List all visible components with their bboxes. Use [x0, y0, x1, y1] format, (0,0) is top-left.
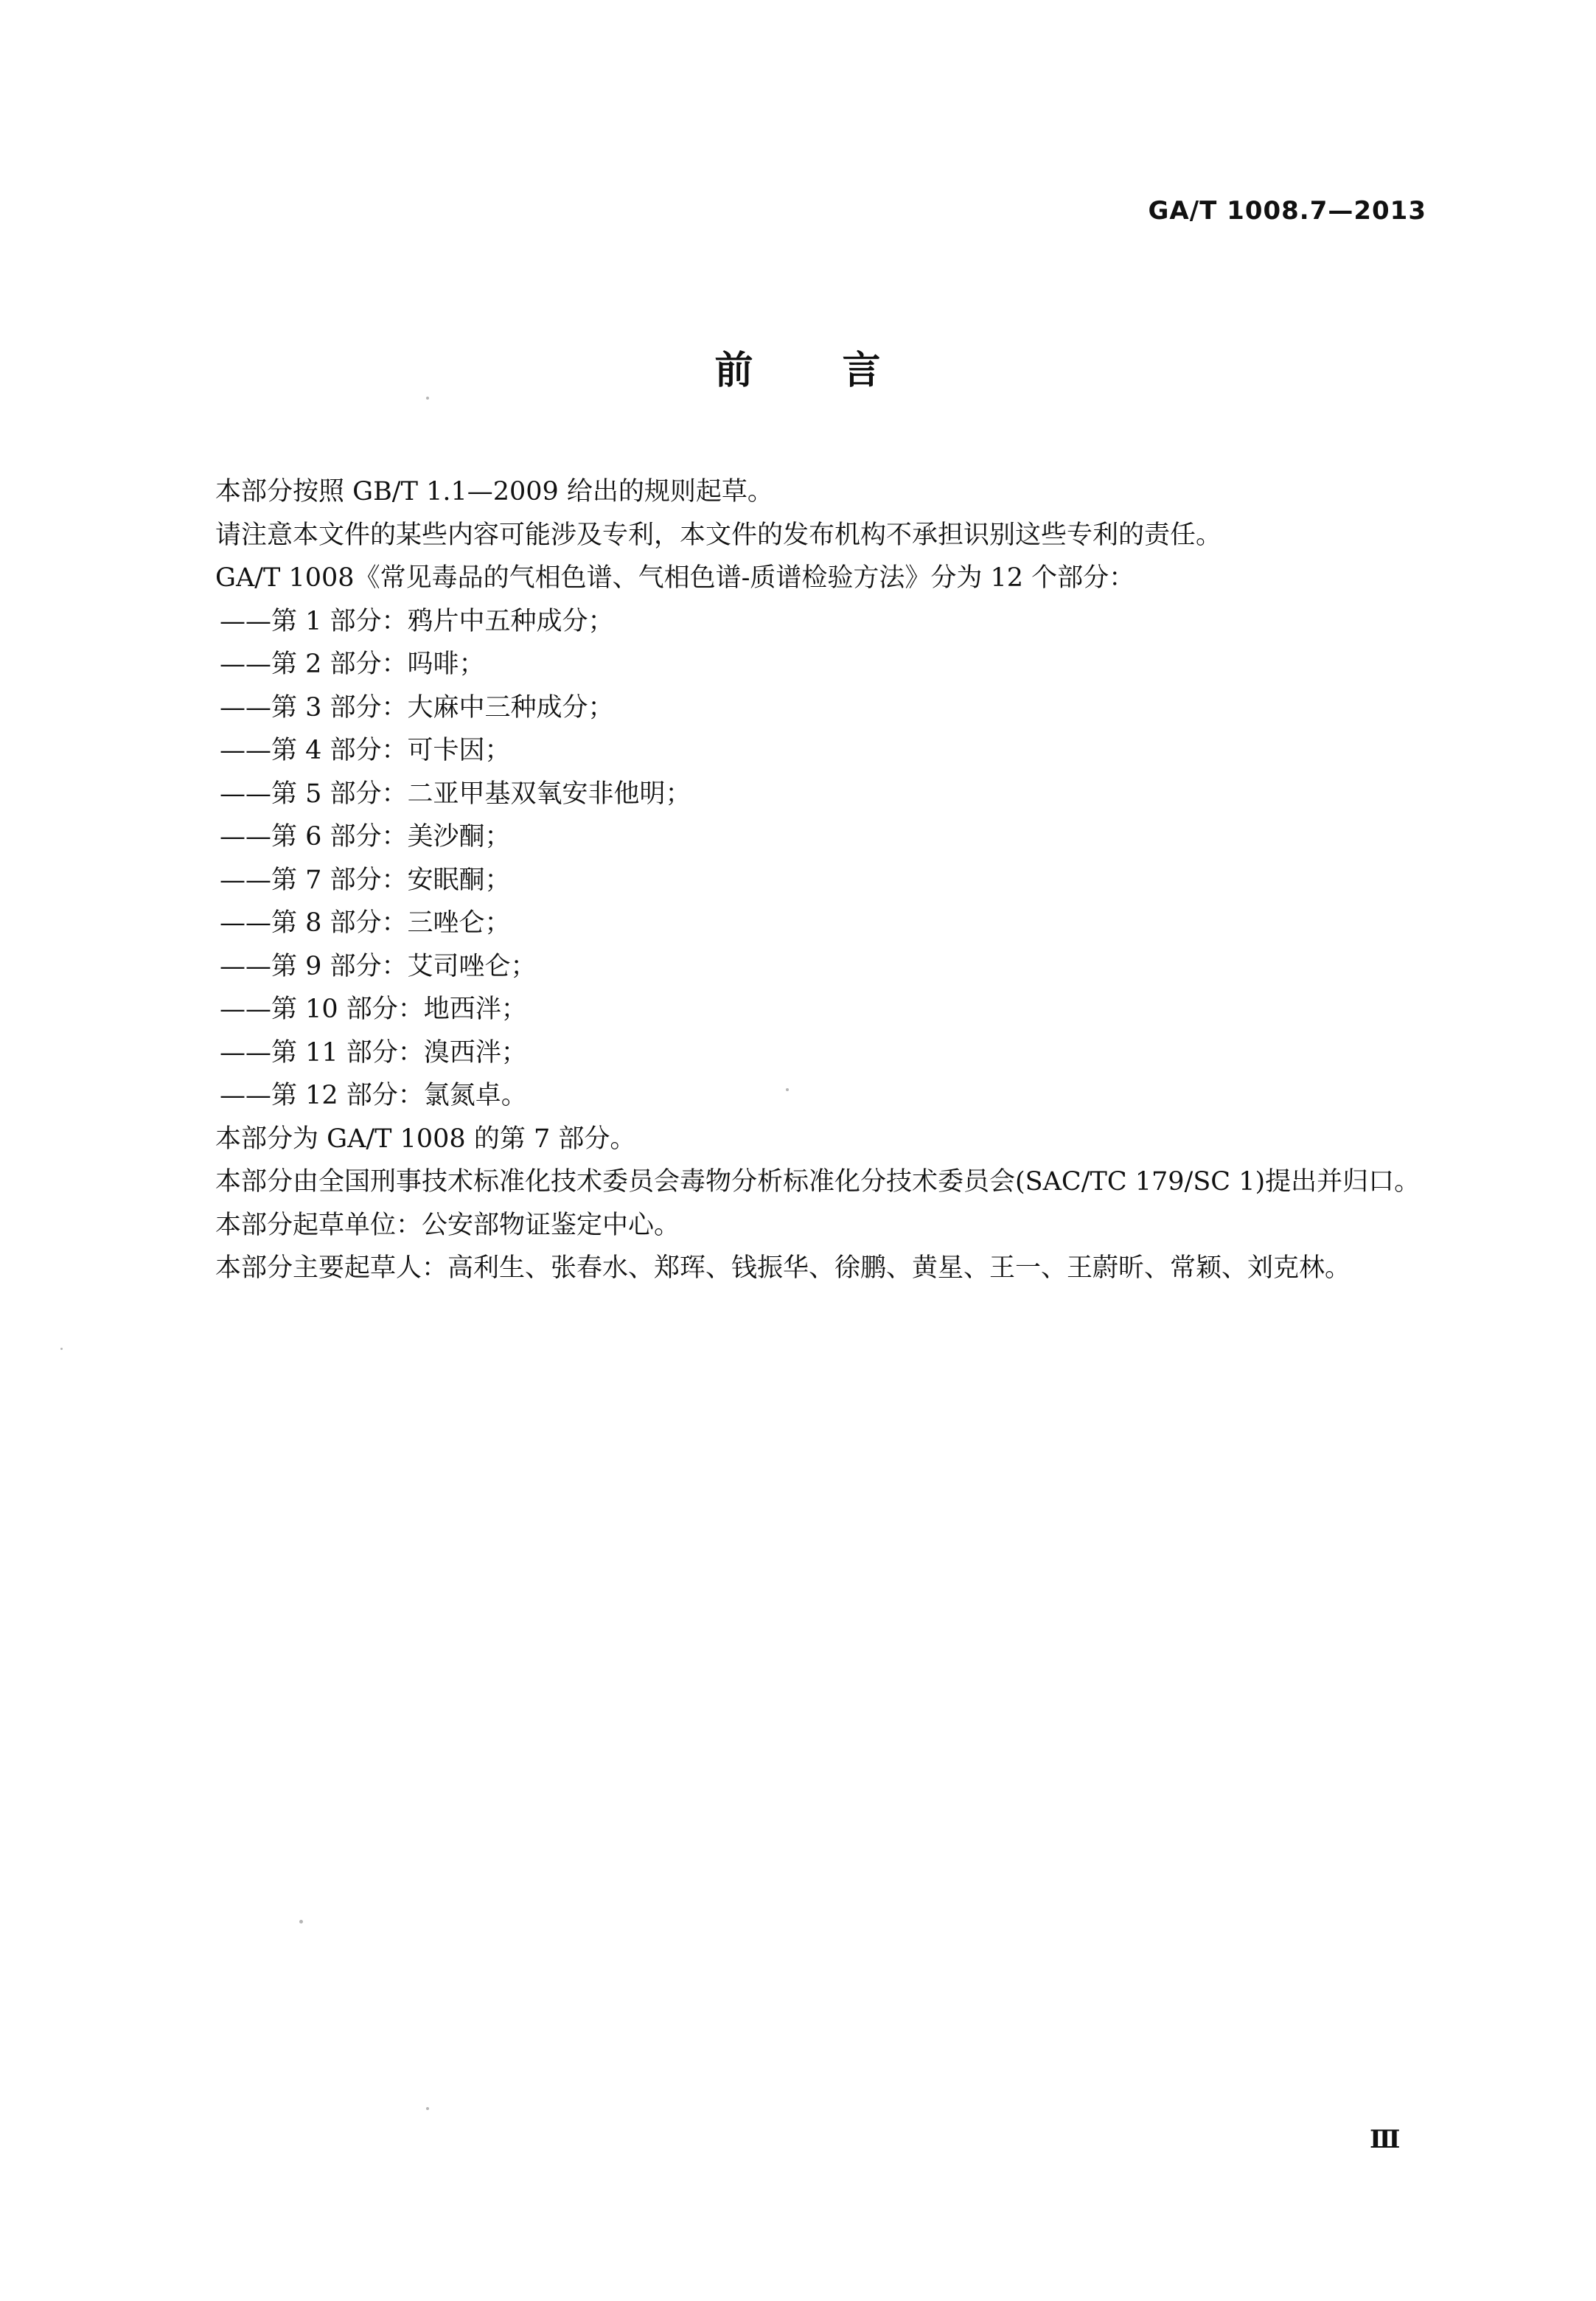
list-item-part-2: ——第 2 部分：吗啡； [220, 650, 485, 679]
list-item-part-8: ——第 8 部分：三唑仑； [220, 908, 511, 938]
scan-speck [426, 397, 429, 400]
foreword-body [164, 470, 1446, 1290]
title-char-1: 前 [714, 349, 754, 393]
scan-speck [60, 1348, 63, 1350]
scan-speck [426, 2107, 429, 2110]
list-item-part-3: ——第 3 部分：大麻中三种成分； [220, 692, 614, 723]
paragraph-patent-notice: 请注意本文件的某些内容可能涉及专利，本文件的发布机构不承担识别这些专利的责任。 [215, 520, 1222, 550]
paragraph-drafting-rules: 本部分按照 GB/T 1.1—2009 给出的规则起草。 [215, 477, 773, 507]
list-item-part-10: ——第 10 部分：地西泮； [220, 995, 527, 1024]
list-item-part-6: ——第 6 部分：美沙酮； [220, 822, 511, 852]
list-item-part-4: ——第 4 部分：可卡因； [220, 736, 511, 765]
standard-number: GA/T 1008.7—2013 [1148, 196, 1426, 226]
paragraph-drafting-unit: 本部分起草单位：公安部物证鉴定中心。 [215, 1210, 680, 1240]
scan-speck [786, 1088, 789, 1091]
list-item-part-1: ——第 1 部分：鸦片中五种成分； [220, 606, 614, 636]
list-item-part-11: ——第 11 部分：溴西泮； [220, 1037, 527, 1068]
list-item-part-9: ——第 9 部分：艾司唑仑； [220, 951, 537, 981]
page-title [0, 339, 1596, 394]
scan-speck [299, 1920, 303, 1924]
paragraph-part-number: 本部分为 GA/T 1008 的第 7 部分。 [215, 1124, 636, 1154]
paragraph-parts-intro: GA/T 1008《常见毒品的气相色谱、气相色谱-质谱检验方法》分为 12 个部分： [215, 563, 1135, 593]
list-item-part-12: ——第 12 部分：氯氮卓。 [220, 1081, 527, 1110]
title-char-2: 言 [842, 349, 882, 393]
list-item-part-7: ——第 7 部分：安眠酮； [220, 865, 511, 895]
page-number: Ⅲ [1370, 2125, 1401, 2154]
list-item-part-5: ——第 5 部分：二亚甲基双氧安非他明； [220, 779, 691, 809]
paragraph-proposer: 本部分由全国刑事技术标准化技术委员会毒物分析标准化分技术委员会(SAC/TC 179/SC 1)提出并归口。 [215, 1167, 1421, 1197]
paragraph-drafters: 本部分主要起草人：高利生、张春水、郑珲、钱振华、徐鹏、黄星、王一、王蔚昕、常颖、刘克林。 [215, 1253, 1351, 1283]
